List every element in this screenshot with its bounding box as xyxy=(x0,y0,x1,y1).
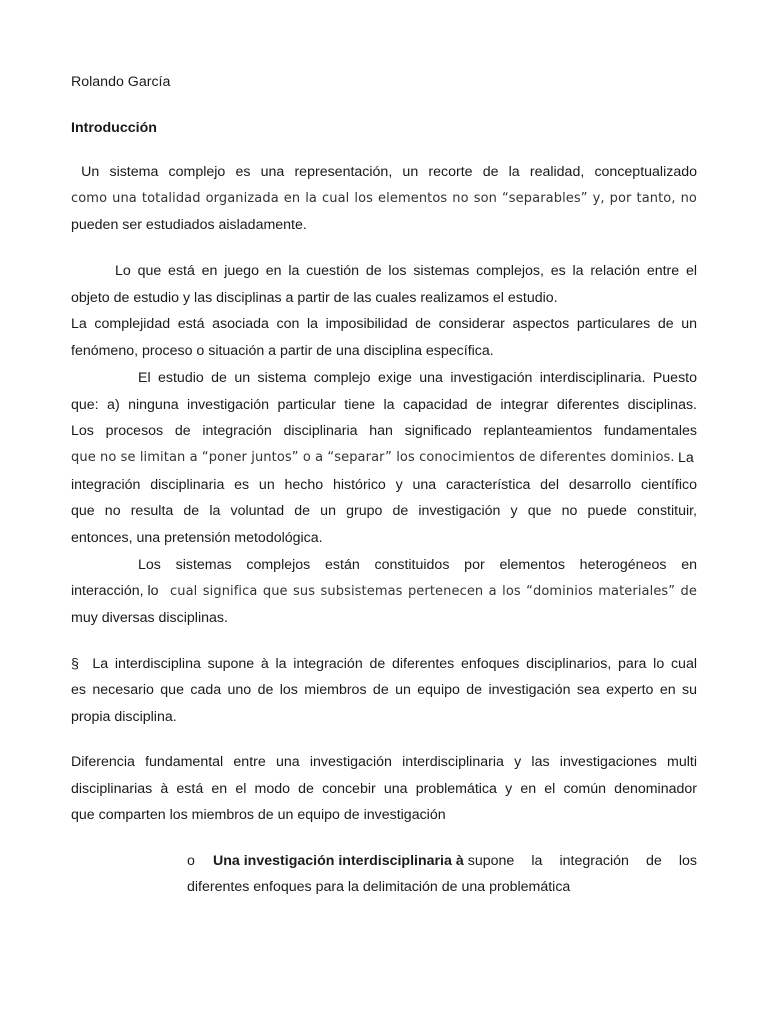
paragraph-line: que comparten los miembros de un equipo de investigación xyxy=(71,807,446,823)
paragraph-line: La complejidad está asociada con la imposibilidad de considerar aspectos particulares de un xyxy=(71,316,697,332)
paragraph-line: Diferencia fundamental entre una investigación interdisciplinaria y las investigaciones multi xyxy=(71,754,697,770)
paragraph-line: que: a) ninguna investigación particular tiene la capacidad de integrar diferentes disciplinas. xyxy=(71,397,697,413)
paragraph-line: integración disciplinaria es un hecho histórico y una característica del desarrollo científico xyxy=(71,477,697,493)
paragraph-line: § La interdisciplina supone à la integración de diferentes enfoques disciplinarios, para lo cual xyxy=(71,656,697,672)
bullet-text: supone la integración de los xyxy=(467,853,697,869)
paragraph-line-start: interacción, lo xyxy=(71,583,159,599)
author-name: Rolando García xyxy=(71,74,171,90)
paragraph-line: entonces, una pretensión metodológica. xyxy=(71,530,323,546)
bullet-item xyxy=(187,851,697,871)
paragraph-line: Los sistemas complejos están constituidos por elementos heterogéneos en xyxy=(138,557,697,573)
paragraph-line: El estudio de un sistema complejo exige una investigación interdisciplinaria. Puesto xyxy=(138,370,697,386)
paragraph-line: fenómeno, proceso o situación a partir de una disciplina específica. xyxy=(71,343,494,359)
bullet-mark: o xyxy=(187,853,195,869)
paragraph-line: es necesario que cada uno de los miembros de un equipo de investigación sea experto en su xyxy=(71,682,697,698)
paragraph-line: como una totalidad organizada en la cual los elementos no son “separables” y, por tanto, no xyxy=(71,191,697,206)
paragraph-line: que no se limitan a “poner juntos” o a “separar” los conocimientos de diferentes dominios. xyxy=(71,450,675,465)
paragraph-line: Los procesos de integración disciplinaria han significado replanteamientos fundamentales xyxy=(71,423,697,439)
bullet-bold-term: Una investigación interdisciplinaria à xyxy=(213,853,464,869)
bullet-line: diferentes enfoques para la delimitación de una problemática xyxy=(187,879,571,895)
paragraph-line: Lo que está en juego en la cuestión de los sistemas complejos, es la relación entre el xyxy=(115,263,697,279)
paragraph-line: propia disciplina. xyxy=(71,709,177,725)
section-heading: Introducción xyxy=(71,120,157,136)
paragraph-line: disciplinarias à está en el modo de concebir una problemática y en el común denominador xyxy=(71,781,697,797)
paragraph-line: cual significa que sus subsistemas pertenecen a los “dominios materiales” de xyxy=(170,584,697,599)
paragraph-line-end: La xyxy=(678,450,694,466)
paragraph-line: que no resulta de la voluntad de un grupo de investigación y que no puede constituir, xyxy=(71,503,697,519)
paragraph-line: Un sistema complejo es una representación, un recorte de la realidad, conceptualizado xyxy=(71,164,697,180)
paragraph-line: muy diversas disciplinas. xyxy=(71,610,228,626)
paragraph-line: pueden ser estudiados aisladamente. xyxy=(71,217,307,233)
paragraph-line: objeto de estudio y las disciplinas a partir de las cuales realizamos el estudio. xyxy=(71,290,558,306)
